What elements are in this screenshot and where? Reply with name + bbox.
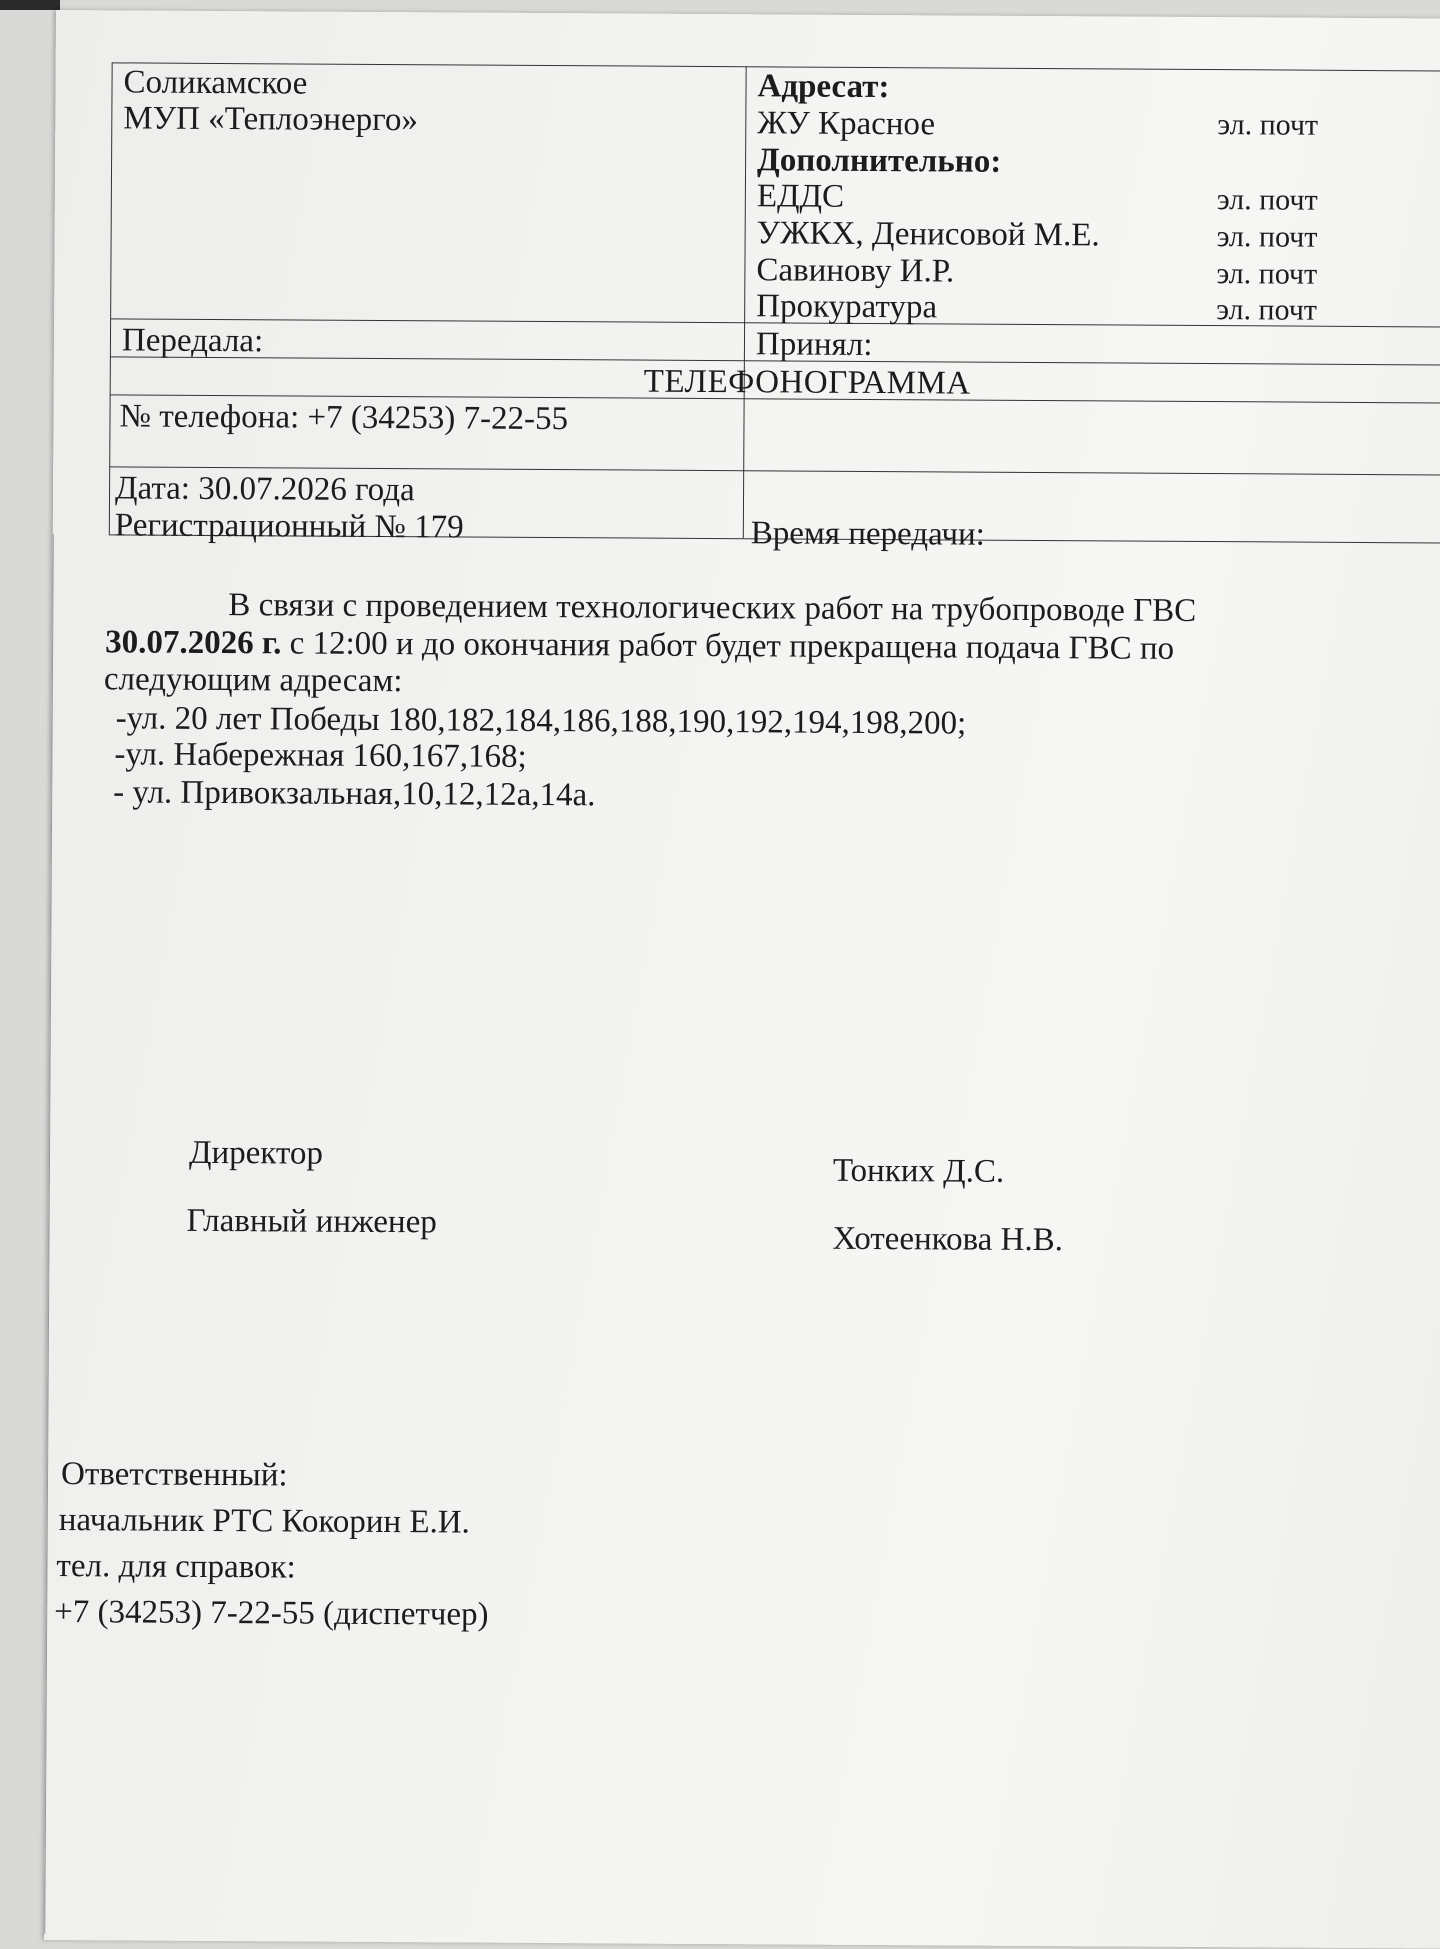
additional-recipient-name: Савинову И.Р.	[756, 252, 955, 290]
registration-number: Регистрационный № 179	[114, 507, 464, 546]
additional-recipient-via: эл. почт	[1216, 257, 1318, 291]
sender-organization: МУП «Теплоэнерго»	[123, 100, 419, 139]
signature-name-chief-engineer: Хотеенкова Н.В.	[832, 1220, 1064, 1259]
addressee-main-via: эл. почт	[1217, 108, 1319, 142]
background-corner	[0, 0, 60, 10]
info-phone-number: +7 (34253) 7-22-55 (диспетчер)	[54, 1594, 489, 1633]
additional-recipient-via: эл. почт	[1216, 183, 1318, 217]
additional-label: Дополнительно:	[756, 142, 1002, 180]
message-line-2	[105, 626, 1174, 666]
date-line: Дата: 30.07.2026 года	[114, 470, 415, 509]
message-date: 30.07.2026 г.	[105, 624, 282, 662]
sender-city: Соликамское	[123, 64, 308, 102]
document-title: ТЕЛЕФОНОГРАММА	[643, 363, 971, 402]
message-line-2-text: с 12:00 и до окончания работ будет прекращена подача ГВС по	[281, 625, 1175, 667]
telephonogram-page	[44, 10, 1440, 1949]
additional-recipient-name: УЖКХ, Денисовой М.Е.	[756, 215, 1100, 254]
signature-name-director: Тонких Д.С.	[832, 1152, 1005, 1190]
additional-recipient-via: эл. почт	[1216, 293, 1318, 327]
transfer-time-label: Время передачи:	[750, 515, 985, 553]
message-line-3: следующим адресам:	[103, 661, 403, 700]
responsible-person: начальник РТС Кокорин Е.И.	[58, 1502, 470, 1541]
table-middle-divider	[743, 66, 747, 538]
message-intro: В связи с проведением технологических работ на трубопроводе ГВС	[228, 587, 1197, 629]
info-phone-label: тел. для справок:	[56, 1548, 296, 1586]
table-left-border	[109, 62, 113, 534]
additional-recipient-via: эл. почт	[1216, 220, 1318, 254]
addressee-label: Адресат:	[757, 68, 890, 106]
address-item: - ул. Привокзальная,10,12,12а,14а.	[113, 774, 596, 814]
addressee-main-name: ЖУ Красное	[757, 105, 936, 143]
sent-by-label: Передала:	[121, 322, 264, 360]
page-left-margin-line	[44, 534, 54, 1934]
signature-role-director: Директор	[188, 1134, 324, 1172]
address-item: -ул. Набережная 160,167,168;	[114, 736, 527, 775]
received-by-label: Принял:	[755, 326, 873, 363]
address-item: -ул. 20 лет Победы 180,182,184,186,188,190,192,194,198,200;	[115, 700, 967, 742]
phone-number-line: № телефона: +7 (34253) 7-22-55	[119, 398, 569, 438]
additional-recipient-name: Прокуратура	[756, 288, 938, 326]
signature-role-chief-engineer: Главный инженер	[186, 1202, 437, 1241]
responsible-label: Ответственный:	[60, 1456, 288, 1494]
additional-recipient-name: ЕДДС	[756, 178, 845, 215]
